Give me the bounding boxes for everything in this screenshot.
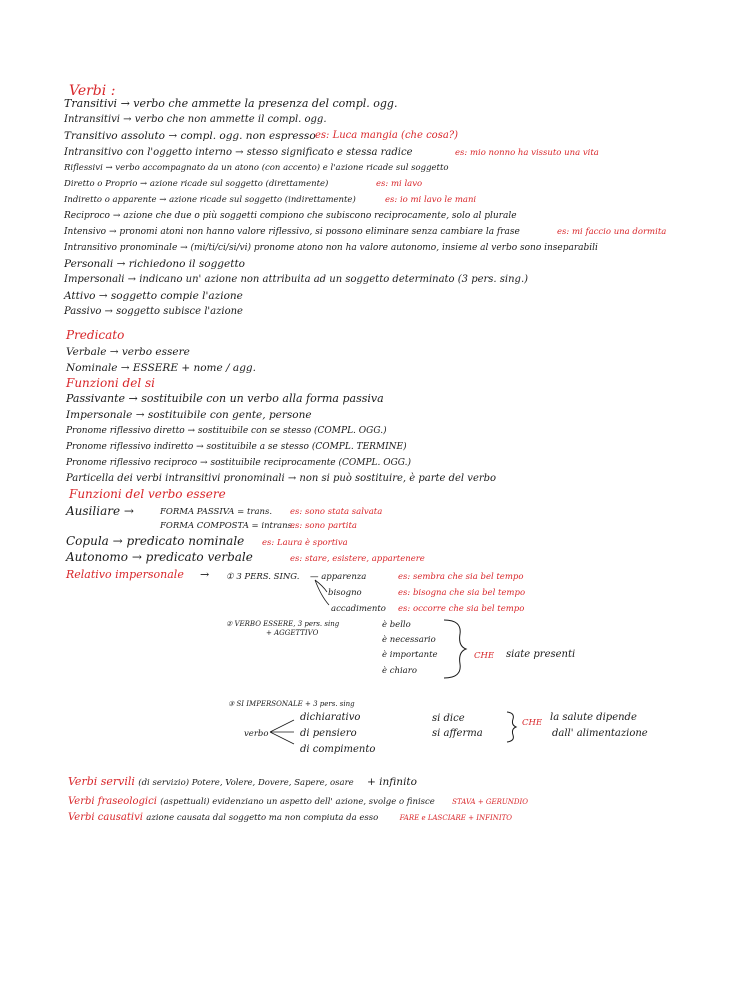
- funzioni-si-item: Particella dei verbi intransitivi pronominali → non si può sostituire, è parte del verbo: [66, 473, 497, 484]
- verbi-item: Intransitivo pronominale → (mi/ti/ci/si/vi) pronome atono non ha valore autonomo, insieme al verbo sono inseparabili: [64, 243, 598, 253]
- verbi-item: Intensivo → pronomi atoni non hanno valore riflessivo, si possono eliminare senza cambiare la frase: [64, 227, 520, 237]
- title-verbi: Verbi :: [69, 83, 116, 99]
- case1-item-2: accadimento: [331, 604, 386, 614]
- ausiliare-label: Ausiliare →: [66, 504, 134, 518]
- funzioni-si-item: Passivante → sostituibile con un verbo alla forma passiva: [66, 392, 384, 405]
- case1-item-0: — apparenza: [310, 572, 367, 582]
- causativi-example: FARE e LASCIARE + INFINITO: [399, 814, 513, 822]
- servili-plus: + infinito: [367, 776, 417, 788]
- verbi-item: Indiretto o apparente → azione ricade sul soggetto (indirettamente): [64, 195, 356, 205]
- case3-item-2: di compimento: [300, 744, 376, 755]
- verbi-item: Impersonali → indicano un' azione non attribuita ad un soggetto determinato (3 pers. sing.): [64, 274, 529, 285]
- case3-fork-lines: [268, 716, 298, 750]
- ausiliare-composta: FORMA COMPOSTA = intrans.: [160, 521, 295, 531]
- case1-example-2: es: occorre che sia bel tempo: [398, 604, 525, 614]
- causativi-line: [68, 810, 512, 825]
- causativi-note: azione causata dal soggetto ma non compiuta da esso: [146, 813, 379, 823]
- causativi-label: Verbi causativi: [68, 812, 143, 823]
- copula: Copula → predicato nominale: [66, 534, 245, 548]
- case2-item-2: è importante: [382, 650, 438, 660]
- fraseologici-note: (aspettuali) evidenziano un aspetto dell' azione, svolge o finisce: [160, 797, 435, 807]
- case2-label: ② VERBO ESSERE, 3 pers. sing: [226, 620, 340, 628]
- ausiliare-passiva-example: es: sono stata salvata: [290, 507, 383, 517]
- case3-result-1: dall' alimentazione: [552, 728, 648, 739]
- case1-example-0: es: sembra che sia bel tempo: [398, 572, 524, 582]
- verbi-item-example: es: io mi lavo le mani: [385, 195, 477, 205]
- servili-line: [68, 775, 417, 790]
- verbi-item: Transitivi → verbo che ammette la presenza del compl. ogg.: [64, 97, 398, 110]
- case2-result: siate presenti: [506, 649, 576, 660]
- case3-item-0: dichiarativo: [300, 712, 361, 723]
- verbi-item: Transitivo assoluto → compl. ogg. non espresso: [64, 130, 316, 142]
- case2-brace: [440, 618, 470, 680]
- case3-example-1: si afferma: [432, 728, 483, 739]
- predicato-nominale: Nominale → ESSERE + nome / agg.: [66, 362, 256, 374]
- heading-funzioni-essere: Funzioni del verbo essere: [69, 487, 226, 501]
- verbi-item: Riflessivi → verbo accompagnato da un atono (con accento) e l'azione ricade sul soggetto: [64, 163, 449, 173]
- fraseologici-example: STAVA + GERUNDIO: [452, 798, 529, 806]
- case1-example-1: es: bisogna che sia bel tempo: [398, 588, 526, 598]
- fraseologici-label: Verbi fraseologici: [68, 796, 157, 807]
- verbi-item-example: es: mi lavo: [376, 179, 423, 189]
- funzioni-si-item: Pronome riflessivo reciproco → sostituibile reciprocamente (COMPL. OGG.): [66, 458, 412, 468]
- verbi-item-example: es: mi faccio una dormita: [557, 227, 667, 237]
- ausiliare-composta-example: es: sono partita: [290, 521, 357, 531]
- case3-verbo: verbo: [244, 729, 269, 739]
- autonomo-example: es: stare, esistere, appartenere: [290, 554, 425, 564]
- case2-item-1: è necessario: [382, 635, 436, 645]
- case3-brace: [504, 710, 518, 744]
- case3-example-0: si dice: [432, 713, 465, 724]
- case3-label: ③ SI IMPERSONALE + 3 pers. sing: [228, 700, 355, 708]
- verbi-item: Personali → richiedono il soggetto: [64, 258, 245, 270]
- relativo-arrow: →: [200, 568, 210, 581]
- funzioni-si-item: Pronome riflessivo diretto → sostituibile con se stesso (COMPL. OGG.): [66, 426, 387, 436]
- servili-note: (di servizio) Potere, Volere, Dovere, Sapere, osare: [138, 778, 354, 788]
- predicato-verbale: Verbale → verbo essere: [66, 346, 190, 358]
- verbi-item: Intransitivo con l'oggetto interno → stesso significato e stessa radice: [64, 147, 413, 158]
- verbi-item-example: es: mio nonno ha vissuto una vita: [455, 148, 599, 158]
- case3-che: CHE: [522, 718, 543, 728]
- verbi-item: Diretto o Proprio → azione ricade sul soggetto (direttamente): [64, 179, 329, 189]
- heading-predicato: Predicato: [66, 328, 125, 342]
- verbi-item-example: es: Luca mangia (che cosa?): [315, 130, 459, 141]
- autonomo: Autonomo → predicato verbale: [66, 550, 253, 564]
- case1-label: ① 3 PERS. SING.: [226, 572, 300, 582]
- servili-label: Verbi servili: [68, 775, 135, 788]
- case2-sub: + AGGETTIVO: [266, 629, 319, 637]
- case3-result-0: la salute dipende: [550, 712, 637, 723]
- case1-item-1: bisogno: [328, 588, 362, 598]
- verbi-item: Reciproco → azione che due o più soggetti compiono che subiscono reciprocamente, solo al plurale: [64, 211, 517, 221]
- verbi-item: Passivo → soggetto subisce l'azione: [64, 306, 243, 317]
- case2-che: CHE: [474, 651, 495, 661]
- copula-example: es: Laura è sportiva: [262, 538, 348, 548]
- verbi-item: Attivo → soggetto compie l'azione: [64, 290, 243, 302]
- case3-item-1: di pensiero: [300, 728, 357, 739]
- fraseologici-line: [68, 794, 528, 809]
- verbi-item: Intransitivi → verbo che non ammette il compl. ogg.: [64, 114, 327, 125]
- case2-item-0: è bello: [382, 620, 411, 630]
- funzioni-si-item: Pronome riflessivo indiretto → sostituibile a se stesso (COMPL. TERMINE): [66, 442, 407, 452]
- funzioni-si-item: Impersonale → sostituibile con gente, persone: [66, 409, 312, 421]
- relativo-label: Relativo impersonale: [66, 568, 184, 581]
- case1-fork-lines: [313, 578, 333, 608]
- case2-item-3: è chiaro: [382, 666, 417, 676]
- ausiliare-passiva: FORMA PASSIVA = trans.: [160, 507, 273, 517]
- heading-funzioni-si: Funzioni del si: [66, 376, 155, 390]
